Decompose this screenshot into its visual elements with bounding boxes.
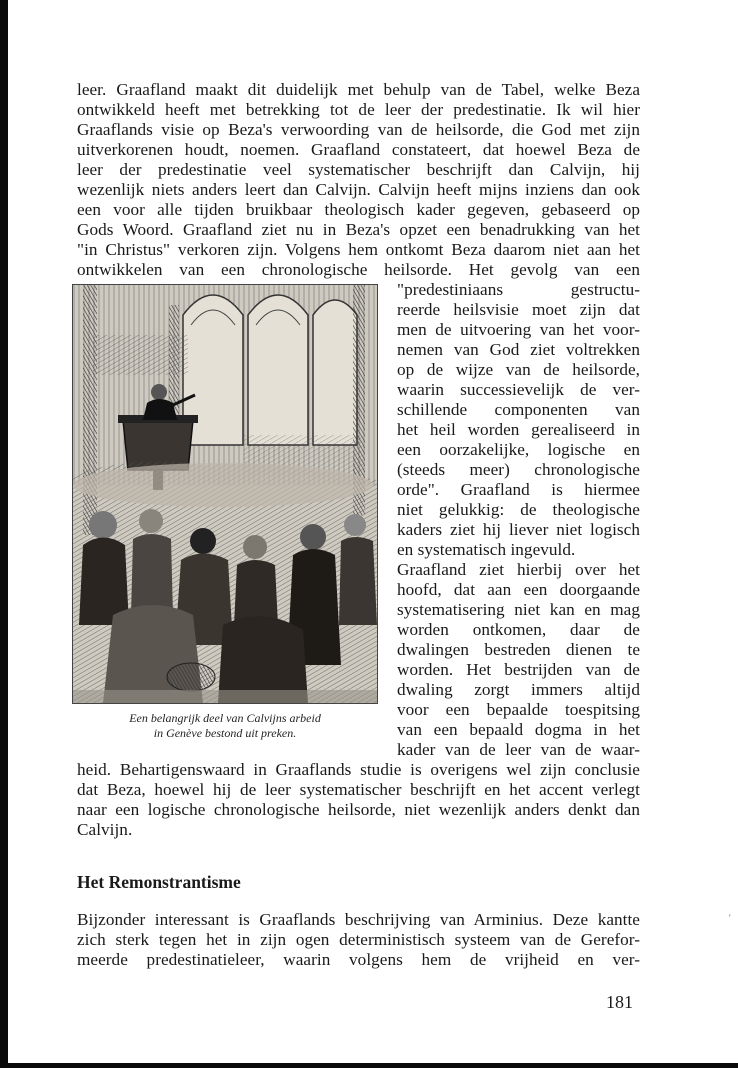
text-line: dat Beza, hoewel hij de leer systematischer beschrijft en het accent verlegt	[77, 780, 640, 799]
text-line: Graafland ziet hierbij over het	[397, 560, 640, 579]
text-line: ontwikkeld heeft met betrekking tot de leer der predestinatie. Ik wil hier	[77, 100, 640, 119]
text-line: kaders ziet hij liever niet logisch	[397, 520, 640, 539]
illustration	[72, 284, 378, 704]
text-line: waarin successievelijk de ver-	[397, 380, 640, 399]
text-line: worden. Het bestrijden van de	[397, 660, 640, 679]
text-line: ontwikkelen van een chronologische heilsorde. Het gevolg van een	[77, 260, 640, 279]
scan-mark: '	[729, 913, 731, 923]
text-line: kader van de leer van de waar-	[397, 740, 640, 759]
text-line: niet gelukkig: de theologische	[397, 500, 640, 519]
text-line: een voor alle tijden bruikbaar theologisch kader gegeven, gebaseerd op	[77, 200, 640, 219]
scan-edge-bottom	[0, 1063, 738, 1068]
text-line: "predestiniaans gestructu-	[397, 280, 640, 299]
figure-caption-line: in Genève bestond uit preken.	[153, 726, 297, 740]
text-line: het heil worden gerealiseerd in	[397, 420, 640, 439]
text-line: worden ontkomen, daar de	[397, 620, 640, 639]
engraving-calvin-preaching-icon	[73, 285, 377, 703]
text-line: Calvijn.	[77, 820, 133, 839]
section-heading: Het Remonstrantisme	[77, 872, 241, 892]
text-line: nemen van God ziet voltrekken	[397, 340, 640, 359]
text-line: Graaflands visie op Beza's verwoording van de heilsorde, die God met zijn	[77, 120, 640, 139]
text-line: Bijzonder interessant is Graaflands beschrijving van Arminius. Deze kantte	[77, 910, 640, 929]
text-line: een oorzakelijke, logische en	[397, 440, 640, 459]
text-line: zich sterk tegen het in zijn ogen deterministisch systeem van de Gerefor-	[77, 930, 640, 949]
figure-caption-line: Een belangrijk deel van Calvijns arbeid	[129, 711, 321, 725]
text-line: (steeds meer) chronologische	[397, 460, 640, 479]
text-line: uitverkorenen houdt, noemen. Graafland constateert, dat hoewel Beza de	[77, 140, 640, 159]
text-line: systematisering niet kan en mag	[397, 600, 640, 619]
text-line: van een bepaald dogma in het	[397, 720, 640, 739]
text-line: schillende componenten van	[397, 400, 640, 419]
page-number: 181	[606, 992, 633, 1012]
text-line: dwalingen bestreden dienen te	[397, 640, 640, 659]
text-line: voor een bepaalde toespitsing	[397, 700, 640, 719]
text-line: men de uitvoering van het voor-	[397, 320, 640, 339]
text-line: leer der predestinatie veel systematischer beschrijft dan Calvijn, hij	[77, 160, 640, 179]
text-line: hoofd, dat aan een doorgaande	[397, 580, 640, 599]
text-line: dwaling zorgt immers altijd	[397, 680, 640, 699]
scan-edge-left	[0, 0, 8, 1068]
text-line: Gods Woord. Graafland ziet nu in Beza's opzet een benadrukking van het	[77, 220, 640, 239]
text-line: heid. Behartigenswaard in Graaflands studie is overigens wel zijn conclusie	[77, 760, 640, 779]
text-line: naar een logische chronologische heilsorde, niet wezenlijk anders denkt dan	[77, 800, 640, 819]
text-line: en systematisch ingevuld.	[397, 540, 576, 559]
text-line: wezenlijk niets anders leert dan Calvijn. Calvijn heeft mijns inziens dan ook	[77, 180, 640, 199]
text-line: orde". Graafland is hiermee	[397, 480, 640, 499]
text-line: reerde heilsvisie moet zijn dat	[397, 300, 640, 319]
text-line: leer. Graafland maakt dit duidelijk met behulp van de Tabel, welke Beza	[77, 80, 640, 99]
text-line: op de wijze van de heilsorde,	[397, 360, 640, 379]
text-line: meerde predestinatieleer, waarin volgens hem de vrijheid en ver-	[77, 950, 640, 969]
text-line: "in Christus" verkoren zijn. Volgens hem ontkomt Beza daarom niet aan het	[77, 240, 640, 259]
